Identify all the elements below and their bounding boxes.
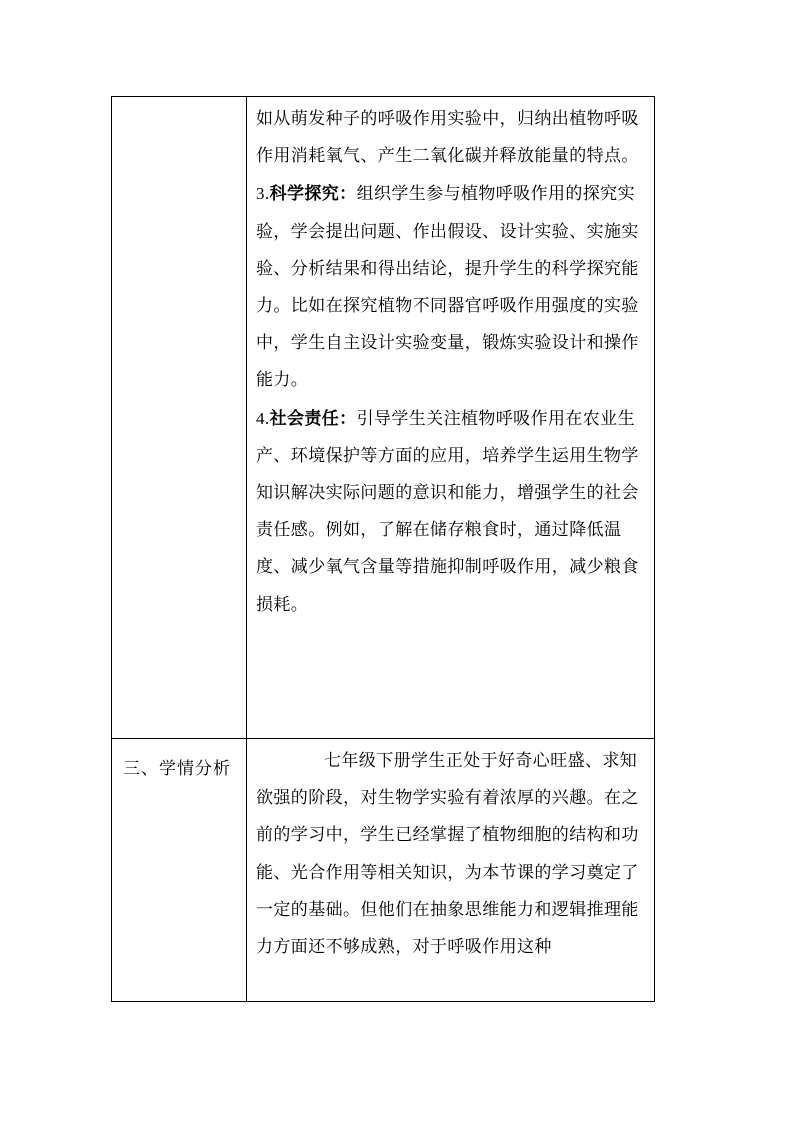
item-text: 引导学生关注植物呼吸作用在农业生产、环境保护等方面的应用，培养学生运用生物学知识解决实际问题的意识和能力，增强学生的社会责任感。例如，了解在储存粮食时，通过降低温度、减少氧气含量等措施抑制呼吸作用，减少粮食损耗。	[256, 408, 639, 615]
item-title: 社会责任	[269, 408, 340, 429]
item-number: 3.	[256, 184, 270, 204]
document-table	[111, 96, 655, 1002]
item-number: 4.	[256, 408, 270, 428]
label-cell	[112, 97, 247, 739]
paragraph-1: 如从萌发种子的呼吸作用实验中，归纳出植物呼吸作用消耗氧气、产生二氧化碳并释放能量的特点。	[256, 109, 639, 167]
table-row	[112, 739, 655, 1002]
row-label	[112, 97, 246, 109]
paragraph-2	[256, 175, 654, 399]
learner-analysis-paragraph: 七年级下册学生正处于好奇心旺盛、求知欲强的阶段，对生物学实验有着浓厚的兴趣。在之前的学习中，学生已经掌握了植物细胞的结构和功能、光合作用等相关知识，为本节课的学习奠定了一定的基础。但他们在抽象思维能力和逻辑推理能力方面还不够成熟，对于呼吸作用这种	[256, 751, 639, 958]
table-row	[112, 97, 655, 739]
content-cell	[247, 739, 655, 1002]
item-colon: ：	[339, 184, 357, 205]
content-text	[247, 739, 654, 966]
item-title: 科学探究	[269, 184, 340, 205]
content-cell	[247, 97, 655, 739]
item-text: 组织学生参与植物呼吸作用的探究实验，学会提出问题、作出假设、设计实验、实施实验、分析结果和得出结论，提升学生的科学探究能力。比如在探究植物不同器官呼吸作用强度的实验中，学生自主设计实验变量，锻炼实验设计和操作能力。	[256, 184, 639, 391]
paragraph-3	[256, 400, 654, 624]
content-text	[247, 97, 654, 624]
section-label: 三、学情分析	[123, 759, 231, 779]
label-cell	[112, 739, 247, 1002]
item-colon: ：	[339, 408, 357, 429]
